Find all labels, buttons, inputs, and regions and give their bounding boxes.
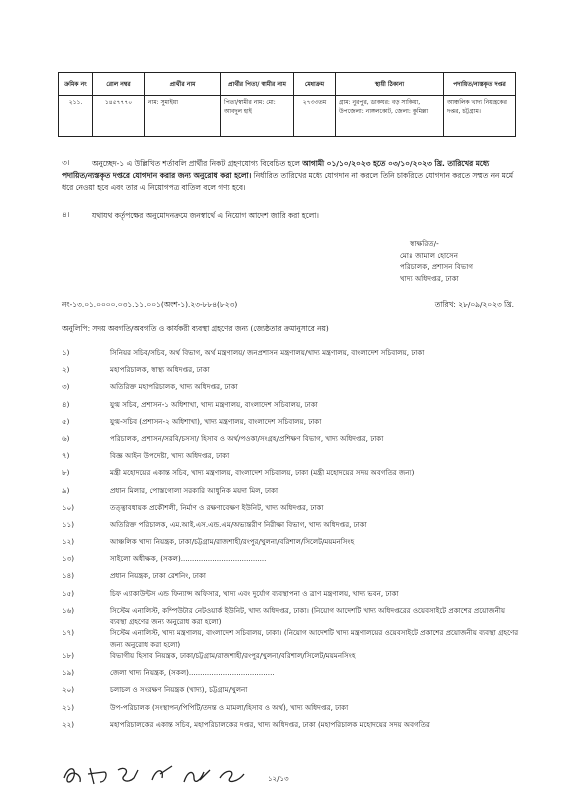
cell-serial: ২১১.: [59, 96, 93, 137]
list-item-number: ২১): [62, 702, 74, 712]
reference-line: [62, 300, 514, 314]
header-roll: রোল নম্বর: [93, 73, 145, 96]
list-item: [62, 450, 522, 467]
list-item-text: প্রধান নিয়ন্ত্রক, ঢাকা রেশনিং, ঢাকা: [110, 571, 206, 581]
list-item: [62, 381, 522, 398]
list-item-text: সিস্টেম এনালিস্ট, কম্পিউটার নেটওয়ার্ক ইউনিট, খাদ্য অধিদপ্তর, ঢাকা। (নিয়োগ আদেশটি খাদ্য অধিদপ্তরের ওয়েবসাইটে প্রকাশের প্রয়োজনীয় ব্যবস্থা গ্রহণের জন্য অনুরোধ করা হলো): [110, 605, 506, 627]
cell-address: গ্রাম: নুরপুর, ডাকঘর: বড় সাকিয়া, উপজেলা: নাঙ্গলকোট, জেলা: কুমিল্লা: [336, 96, 444, 137]
list-item: [62, 364, 522, 381]
list-item: [62, 684, 522, 701]
para3-text-a: অনুচ্ছেদ-১ এ উল্লিখিত শর্তাবলি প্রার্থীর নিকট গ্রহণযোগ্য বিবেচিত হলে: [92, 159, 303, 168]
list-item: [62, 467, 522, 484]
list-item-text: চিফ এ্যাকাউন্টস এন্ড ফিন্যান্স অফিসার, খাদ্য এবং দুর্যোগ ব্যবস্থাপনা ও ত্রাণ মন্ত্রণালয়, খাদ্য ভবন, ঢাকা: [110, 588, 399, 598]
list-item: [62, 650, 522, 667]
list-item-text: পরিচালক, প্রশাসন/সরবি/চসসা/ হিসাব ও অর্থ/পওকা/সংগ্রহ/প্রশিক্ষণ বিভাগ, খাদ্য অধিদপ্তর, ঢাকা: [110, 433, 384, 443]
candidate-table: [58, 72, 516, 137]
header-guardian: প্রার্থীর পিতা/ স্বামীর নাম: [221, 73, 294, 96]
copy-to-title: অনুলিপি: সদয় অবগতি/অবগতি ও কার্যকরী ব্যবস্থা গ্রহণের জন্য (জ্যেষ্ঠতার ক্রমানুসারে নয়): [62, 324, 329, 333]
list-item: [62, 702, 522, 719]
list-item-text: যুগ্ম সচিব, প্রশাসন-১ অধিশাখা, খাদ্য মন্ত্রণালয়, বাংলাদেশ সচিবালয়, ঢাকা: [110, 399, 318, 409]
header-merit: মেধাক্রম: [294, 73, 336, 96]
header-name: প্রার্থীর নাম: [145, 73, 221, 96]
list-item-text: সিস্টেম এনালিস্ট, খাদ্য মন্ত্রণালয়, বাংলাদেশ সচিবালয়, ঢাকা। (নিয়োগ আদেশটি খাদ্য মন্ত্রণালয়ের ওয়েবসাইটে প্রকাশের প্রয়োজনীয় ব্যবস্থা গ্রহণের জন্য অনুরোধ করা হলো): [110, 628, 519, 649]
list-item-number: ২২): [62, 719, 74, 729]
list-item-text: অতিরিক্ত মহাপরিচালক, খাদ্য অধিদপ্তর, ঢাকা: [110, 382, 238, 392]
list-item: [62, 536, 522, 553]
list-item-text: মহাপরিচালকের একান্ত সচিব, মহাপরিচালকের দপ্তর, খাদ্য অধিদপ্তর, ঢাকা (মহাপরিচালক মহোদয়ের সদয় অবগতির: [110, 719, 430, 729]
list-item-text: প্রধান মিলার, পোস্তগোলা সরকারি আধুনিক ময়দা মিল, ঢাকা: [110, 485, 279, 495]
list-item-text: মন্ত্রী মহোদয়ের একান্ত সচিব, খাদ্য মন্ত্রণালয়, বাংলাদেশ সচিবালয়, ঢাকা (মন্ত্রী মহোদয়ের সদয় অবগতির জন্য): [110, 468, 415, 478]
list-item: [62, 433, 522, 450]
list-item-number: ৯): [62, 485, 70, 495]
memo-date: [435, 300, 514, 312]
list-item-text: সাইলো অধীক্ষক, (সকল)......................................: [110, 554, 267, 564]
list-item-number: ১৭): [62, 628, 74, 638]
list-item-number: ৬): [62, 433, 70, 443]
list-item-text: বিভাগীয় হিসাব নিয়ন্ত্রক, ঢাকা/চট্টগ্রাম/রাজশাহী/রংপুর/খুলনা/বরিশাল/সিলেট/ময়মনসিংহ: [110, 651, 356, 660]
date-label: তারিখ:: [434, 300, 456, 309]
page-number: ১২/১৩: [268, 775, 289, 783]
copy-to-list: [62, 347, 522, 736]
table-header-row: [59, 73, 516, 96]
list-item-text: জেলা খাদ্য নিয়ন্ত্রক, (সকল)......................................: [110, 668, 275, 678]
list-item-number: ১৩): [62, 554, 74, 564]
list-item-number: ২০): [62, 685, 74, 695]
list-item-number: ১৪): [62, 571, 74, 581]
list-item-text: তত্ত্বাবধায়ক প্রকৌশলী, নির্মাণ ও রক্ষণাবেক্ষণ ইউনিট, খাদ্য অধিদপ্তর, ঢাকা: [110, 502, 324, 512]
list-item-number: ৭): [62, 451, 70, 461]
list-item-text: বিজ্ঞ আইন উপদেষ্টা, খাদ্য অধিদপ্তর, ঢাকা: [110, 451, 230, 461]
cell-name: নাম: সুমাইয়া: [145, 96, 221, 137]
list-item-number: ১৯): [62, 668, 74, 678]
list-item: [62, 719, 522, 736]
list-item: [62, 605, 522, 628]
list-item: [62, 570, 522, 587]
list-item-number: ৩): [62, 382, 70, 392]
list-item-number: ১৫): [62, 588, 74, 598]
list-item-number: ১): [62, 348, 70, 357]
list-item-text: সিনিয়র সচিব/সচিব, অর্থ বিভাগ, অর্থ মন্ত্রণালয়/ জনপ্রশাসন মন্ত্রণালয়/খাদ্য মন্ত্রণালয়, বাংলাদেশ সচিবালয়, ঢাকা: [110, 348, 425, 357]
para3-text-c: নির্ধারিত তারিখের মধ্যে যোগদান না করলে তিনি চাকরিতে যোগদান করতে সম্মত নন মর্মে ধরে নেওয়া হবে এবং তার এ নিয়োগপত্র বাতিল বলে গণ্য হবে।: [62, 171, 513, 192]
list-item: [62, 667, 522, 684]
header-address: স্থায়ী ঠিকানা: [336, 73, 444, 96]
signatory-name: মোঃ জামাল হোসেন: [400, 250, 459, 260]
list-item: [62, 553, 522, 570]
list-item: [62, 485, 522, 502]
list-item: [62, 588, 522, 605]
list-item-number: ১৬): [62, 605, 74, 615]
cell-merit: ২৭৩৩তম: [294, 96, 336, 137]
list-item-text: যুগ্ম-সচিব (প্রশাসন-২ অধিশাখা), খাদ্য মন্ত্রণালয়, বাংলাদেশ সচিবালয়, ঢাকা: [110, 416, 322, 426]
cell-roll: ১৪৫৭৭৭০: [93, 96, 145, 137]
signature-block: [400, 238, 473, 284]
list-item-text: অতিরিক্ত পরিচালক, এম.আই.এস.এন্ড.এম/অভ্যন্তরীণ নিরীক্ষা বিভাগ, খাদ্য অধিদপ্তর, ঢাকা: [110, 519, 367, 529]
list-item-number: ১৮): [62, 651, 74, 660]
list-item-number: ১০): [62, 502, 74, 512]
list-item-number: ১২): [62, 537, 74, 547]
para4-number: ৪।: [62, 210, 70, 219]
list-item-number: ৫): [62, 416, 70, 426]
list-item-number: ২): [62, 365, 70, 375]
list-item-number: ১১): [62, 519, 74, 529]
list-item: [62, 347, 522, 364]
para3-text: [62, 158, 517, 194]
list-item-text: উপ-পরিচালক (সংস্থাপন/পিপিটি/তদন্ত ও মামলা/হিসাব ও অর্থ), খাদ্য অধিদপ্তর, ঢাকা: [110, 702, 349, 712]
list-item: [62, 502, 522, 519]
memo-number: নং-১৩.০১.০০০০.০৩১.১১.০০১(অংশ-১).২৩-৮৮৪(৮২৩): [62, 300, 238, 309]
para3-number: ৩।: [62, 158, 70, 167]
signatory-office: খাদ্য অধিদপ্তর, ঢাকা: [400, 273, 459, 283]
table-row: [59, 96, 516, 137]
list-item: [62, 416, 522, 433]
list-item: [62, 399, 522, 416]
list-item: [62, 627, 522, 650]
signatory-designation: পরিচালক, প্রশাসন বিভাগ: [400, 262, 474, 271]
cell-posting: আঞ্চলিক খাদ্য নিয়ন্ত্রকের দপ্তর, চট্টগ্রাম।: [444, 96, 516, 137]
date-value: ২৮/০৯/২০২৩ খ্রি.: [458, 300, 514, 309]
initials-signature-icon: [60, 760, 250, 790]
list-item-text: আঞ্চলিক খাদ্য নিয়ন্ত্রক, ঢাকা/চট্টগ্রাম/রাজশাহী/রংপুর/খুলনা/বরিশাল/সিলেট/ময়মনসিংহ: [110, 537, 355, 547]
list-item-number: ৮): [62, 468, 70, 478]
header-serial: ক্রমিক নং: [59, 73, 93, 96]
list-item: [62, 519, 522, 536]
list-item-number: ৪): [62, 399, 70, 409]
list-item-text: চলাচল ও সংরক্ষণ নিয়ন্ত্রক (খাদ্য), চট্টগ্রাম/খুলনা: [110, 685, 248, 695]
signed-mark: স্বাক্ষরিত/-: [410, 239, 439, 248]
para3-joining-deadline: আগামী ০১/১০/২০২৩ হতে ০৩/১০/২০২৩ খ্রি. তারিখের মধ্যে পদায়িত/ন্যস্তকৃত দপ্তরে যোগদান করার জন্য অনুরোধ করা হলো।: [62, 159, 490, 180]
para4-text: যথাযথ কর্তৃপক্ষের অনুমোদনক্রমে জনস্বার্থে এ নিয়োগ আদেশ জারি করা হলো।: [92, 211, 319, 220]
list-item-text: মহাপরিচালক, স্বাস্থ্য অধিদপ্তর, ঢাকা: [110, 365, 210, 375]
header-posting: পদায়িত/ন্যস্তকৃত দপ্তর: [444, 73, 516, 96]
cell-guardian: পিতা/স্বামীর নাম: মো: আবদুল হাই: [221, 96, 294, 137]
handwritten-initials: [60, 760, 250, 790]
